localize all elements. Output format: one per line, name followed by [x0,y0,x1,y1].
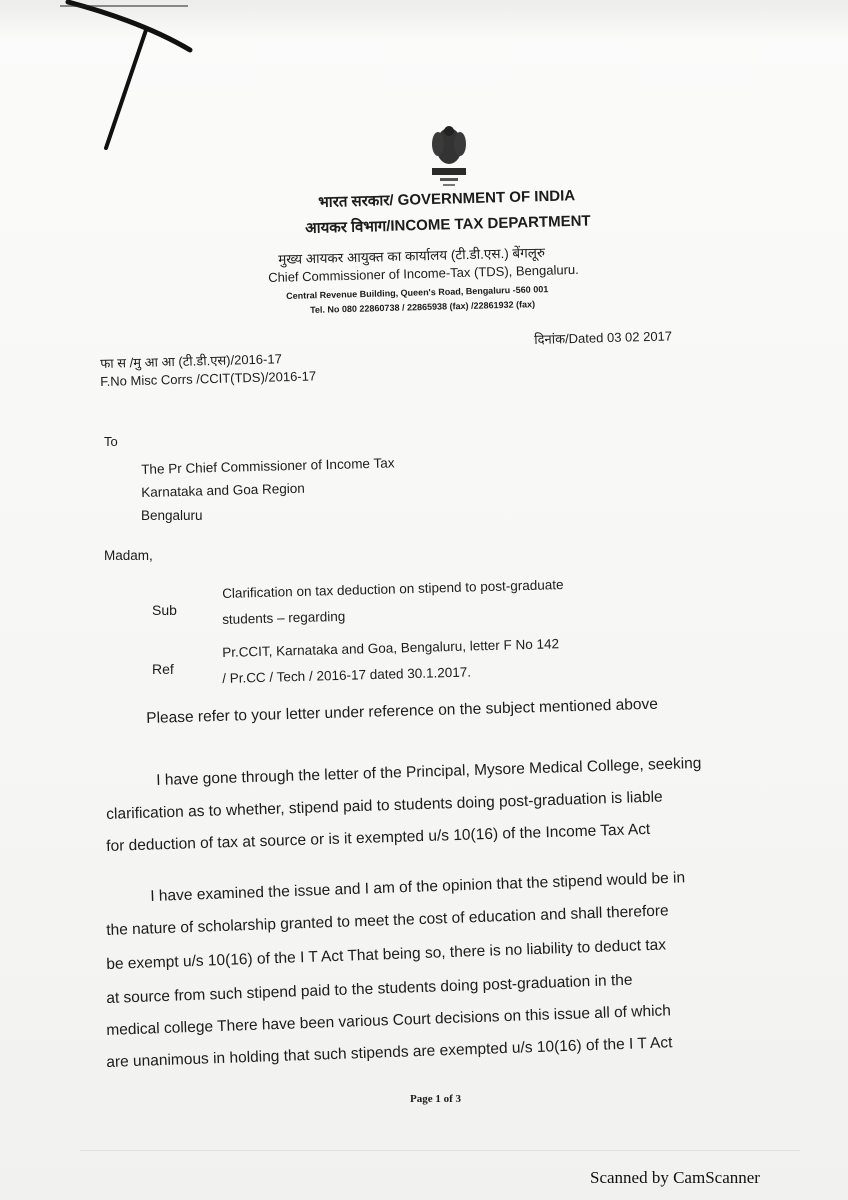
scan-artifact-stroke [58,0,198,150]
file-number-hindi: फा स /मु आ आ (टी.डी.एस)/2016-17 [100,351,283,371]
to-label: To [104,434,118,449]
addressee-line-3: Bengaluru [141,508,203,523]
scan-bottom-edge [80,1150,800,1151]
paragraph-2-line-1: I have gone through the letter of the Principal, Mysore Medical College, seeking [156,754,702,789]
paragraph-2-line-2: clarification as to whether, stipend paid to students doing post-graduation is liable [106,788,663,823]
reference-line-1: Pr.CCIT, Karnataka and Goa, Bengaluru, letter F No 142 [222,636,560,660]
header-phone: Tel. No 080 22860738 / 22865938 (fax) /22861932 (fax) [310,299,536,315]
paragraph-3-line-2: the nature of scholarship granted to meet the cost of education and shall therefore [106,902,669,939]
subject-line-1: Clarification on tax deduction on stipend to post-graduate [222,577,564,601]
salutation: Madam, [104,548,153,563]
header-office-english: Chief Commissioner of Income-Tax (TDS), Bengaluru. [268,261,579,285]
paragraph-3-line-5: medical college There have been various Court decisions on this issue all of which [106,1002,672,1039]
letter-date: दिनांक/Dated 03 02 2017 [534,328,673,347]
header-address: Central Revenue Building, Queen's Road, Bengaluru -560 001 [286,284,549,301]
header-government: भारत सरकार/ GOVERNMENT OF INDIA [318,187,576,211]
reference-line-2: / Pr.CC / Tech / 2016-17 dated 30.1.2017. [222,664,472,686]
national-emblem-icon [426,122,472,192]
header-office-hindi: मुख्य आयकर आयुक्त का कार्यालय (टी.डी.एस.) बेंगलूरु [278,245,546,267]
subject-line-2: students – regarding [222,608,346,627]
camscanner-watermark: Scanned by CamScanner [590,1168,760,1187]
paragraph-3-line-4: at source from such stipend paid to the students doing post-graduation in the [106,971,633,1007]
reference-label: Ref [152,661,174,677]
paragraph-3-line-6: are unanimous in holding that such stipends are exempted u/s 10(16) of the I T Act [106,1034,673,1071]
page-number: Page 1 of 3 [410,1093,462,1105]
paragraph-3-line-3: be exempt u/s 10(16) of the I T Act That being so, there is no liability to deduct tax [106,936,667,973]
paragraph-1: Please refer to your letter under reference on the subject mentioned above [146,695,659,727]
header-department: आयकर विभाग/INCOME TAX DEPARTMENT [305,212,591,237]
file-number-english: F.No Misc Corrs /CCIT(TDS)/2016-17 [100,368,317,389]
subject-label: Sub [152,602,177,618]
addressee-line-2: Karnataka and Goa Region [141,480,305,500]
paragraph-3-line-1: I have examined the issue and I am of the opinion that the stipend would be in [150,869,686,905]
paragraph-2-line-3: for deduction of tax at source or is it exempted u/s 10(16) of the Income Tax Act [106,820,651,855]
addressee-line-1: The Pr Chief Commissioner of Income Tax [141,455,395,477]
